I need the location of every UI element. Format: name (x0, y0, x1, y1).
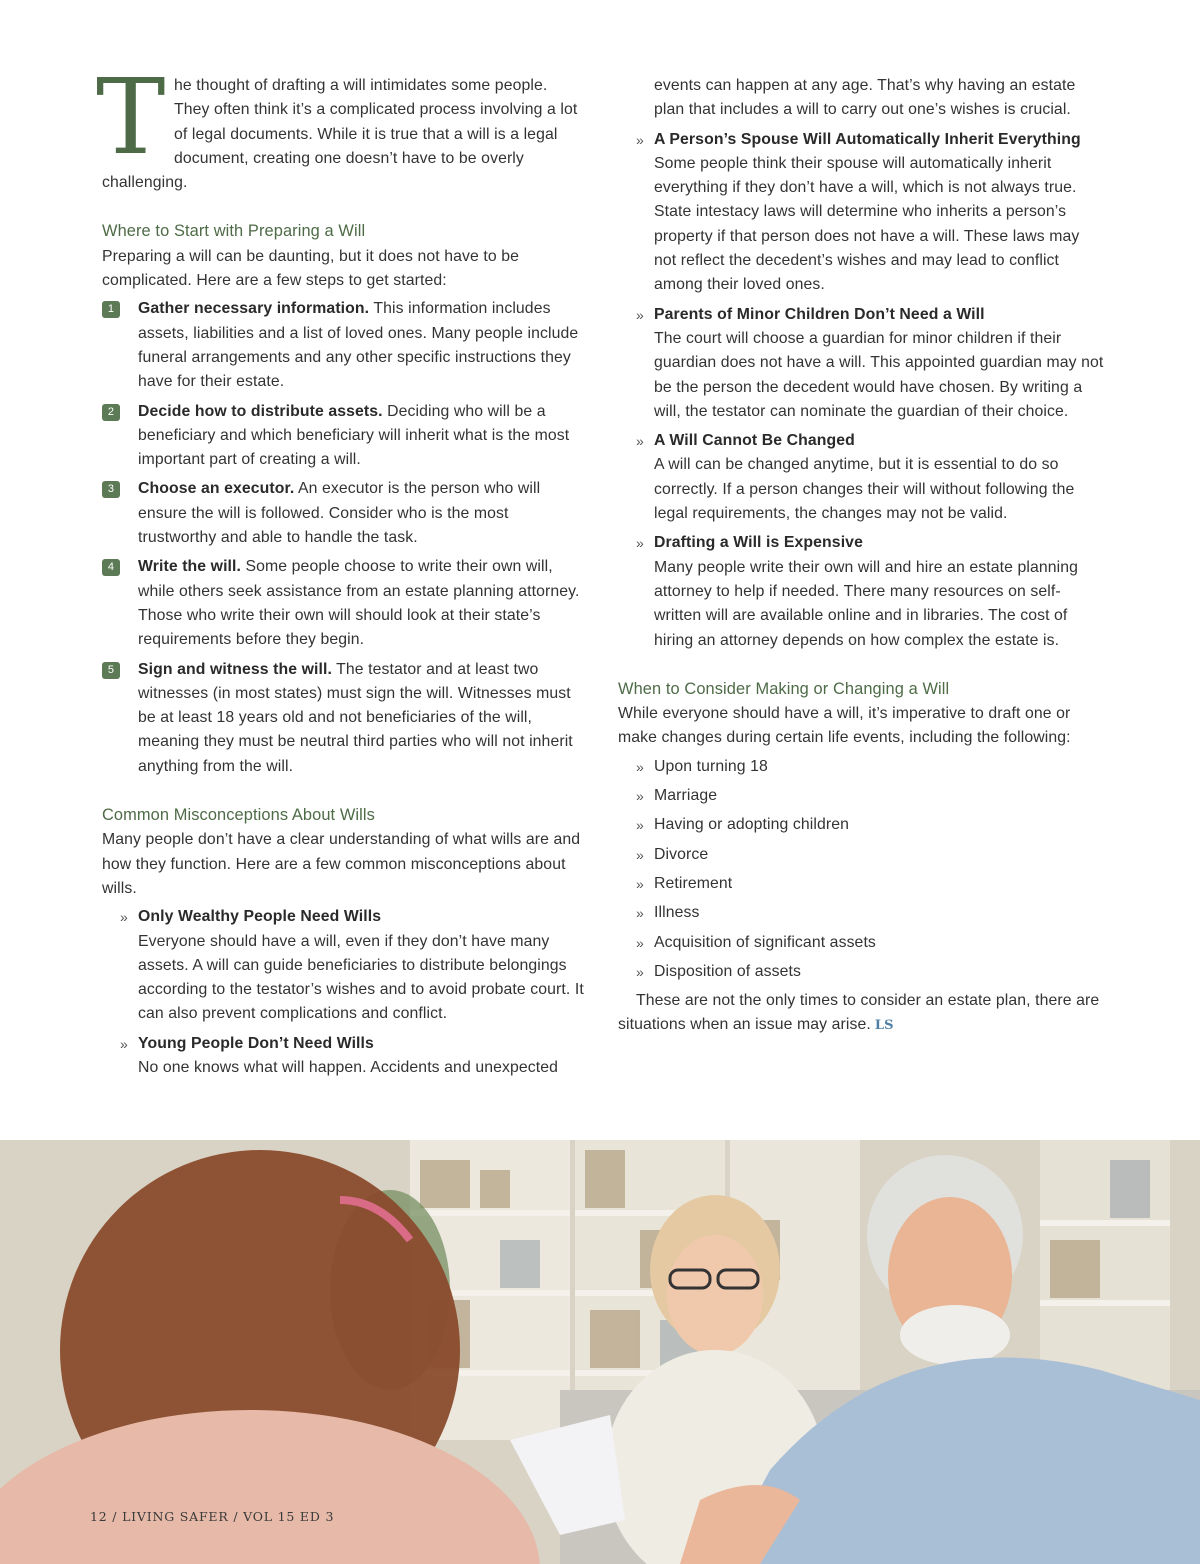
step-title: Choose an executor. (138, 480, 295, 498)
step-title: Gather necessary information. (138, 300, 370, 318)
misconceptions-list-left (102, 905, 586, 1080)
step-item (102, 555, 586, 652)
step-item (102, 658, 586, 779)
misconception-text: Everyone should have a will, even if they don’t have many assets. A will can guide beneficiaries to distribute belongings according to the testator’s wishes and to avoid probate court. It can also prevent complications and conflict. (138, 932, 584, 1023)
bullet-mark: » (636, 934, 644, 951)
misconception-title: Parents of Minor Children Don’t Need a Will (654, 305, 985, 323)
when-lead: While everyone should have a will, it’s imperative to draft one or make changes during certain life events, including the following: (618, 705, 1071, 747)
misconception-text: Many people write their own will and hire an estate planning attorney to help if needed. There many resources on self-written will are available online and in libraries. The cost of hiring an attorney depends on how complex the estate is. (654, 558, 1078, 649)
life-event-text: Marriage (654, 787, 718, 805)
bullet-mark: » (636, 758, 644, 775)
misconception-text: A will can be changed anytime, but it is essential to do so correctly. If a person changes their will without following the legal requirements, the changes may not be valid. (654, 456, 1075, 523)
life-event-text: Illness (654, 904, 700, 922)
photo-illustration (0, 1140, 1200, 1564)
step-text: This information includes assets, liabilities and a list of loved ones. Many people include funeral arrangements and any other specific instructions they have for their estate. (138, 300, 579, 391)
misconception-item (120, 905, 586, 1026)
closing-text: These are not the only times to consider an estate plan, there are situations when an issue may arise. (618, 992, 1100, 1034)
life-event-text: Acquisition of significant assets (654, 933, 876, 951)
step-number-badge: 5 (102, 662, 120, 679)
life-event-text: Divorce (654, 845, 709, 863)
misconception-text: Some people think their spouse will automatically inherit everything if they don’t have a will, which is not always true. State intestacy laws will determine who inherits a person’s property if that person does not have a will. These laws may not reflect the decedent’s wishes and may lead to conflict among their loved ones. (654, 154, 1080, 294)
life-event-item (636, 872, 1104, 896)
right-column (618, 74, 1104, 1039)
heading-when-to-consider: When to Consider Making or Changing a Will (618, 679, 950, 698)
step-text: The testator and at least two witnesses (in most states) must sign the will. Witnesses must be at least 18 years old and not beneficiaries of the will, meaning they must be neutral third parties who will not inherit anything from the will. (138, 660, 573, 775)
bullet-mark: » (120, 1035, 128, 1052)
bullet-mark: » (120, 909, 128, 926)
bullet-mark: » (636, 433, 644, 450)
step-item (102, 477, 586, 550)
step-text: An executor is the person who will ensure the will is followed. Consider who is the most trustworthy and able to handle the task. (138, 480, 541, 547)
bullet-mark: » (636, 817, 644, 834)
misconception-item (636, 303, 1104, 424)
closing-paragraph (618, 989, 1104, 1039)
step-number-badge: 3 (102, 481, 120, 498)
life-event-item (636, 813, 1104, 837)
bullet-mark: » (636, 963, 644, 980)
misconception-item (120, 1032, 586, 1081)
bullet-mark: » (636, 875, 644, 892)
intro-paragraph (96, 56, 586, 195)
misconception-text: No one knows what will happen. Accidents and unexpected (138, 1058, 558, 1076)
step-text: Deciding who will be a beneficiary and which beneficiary will inherit what is the most important part of creating a will. (138, 402, 570, 469)
step-title: Decide how to distribute assets. (138, 402, 383, 420)
bullet-mark: » (636, 905, 644, 922)
step-number-badge: 4 (102, 559, 120, 576)
life-event-text: Disposition of assets (654, 962, 801, 980)
step-item (102, 297, 586, 394)
life-event-item (636, 843, 1104, 867)
life-event-item (636, 960, 1104, 984)
misconception-title: Only Wealthy People Need Wills (138, 908, 382, 926)
step-number-badge: 1 (102, 301, 120, 318)
step-title: Sign and witness the will. (138, 660, 332, 678)
page-footer: 12 / LIVING SAFER / VOL 15 ED 3 (90, 1509, 335, 1524)
end-mark-logo: LS (874, 1018, 894, 1034)
misconception-text: The court will choose a guardian for minor children if their guardian does not have a will. This appointed guardian may not be the person the decedent would have chosen. By writing a will, the testator can nominate the guardian of their choice. (654, 329, 1104, 420)
life-events-list (618, 755, 1104, 984)
misconception-continued-text: events can happen at any age. That’s why having an estate plan that includes a will to carry out one’s wishes is crucial. (654, 77, 1076, 119)
steps-list (102, 297, 586, 779)
bullet-mark: » (636, 131, 644, 148)
heading-misconceptions: Common Misconceptions About Wills (102, 806, 375, 825)
step-item (102, 400, 586, 473)
bullet-mark: » (636, 535, 644, 552)
life-event-text: Retirement (654, 874, 733, 892)
life-event-item (636, 901, 1104, 925)
bullet-mark: » (636, 846, 644, 863)
life-event-item (636, 784, 1104, 808)
misconception-item (636, 429, 1104, 526)
misconception-title: Young People Don’t Need Wills (138, 1034, 374, 1052)
misconception-title: A Person’s Spouse Will Automatically Inherit Everything (654, 130, 1081, 148)
where-to-start-lead: Preparing a will can be daunting, but it does not have to be complicated. Here are a few steps to get started: (102, 247, 519, 290)
left-column (96, 56, 586, 1085)
misconception-title: Drafting a Will is Expensive (654, 534, 863, 552)
bullet-mark: » (636, 788, 644, 805)
drop-cap: T (96, 56, 166, 178)
life-event-item (636, 755, 1104, 779)
misconceptions-list-right (618, 128, 1104, 653)
bullet-mark: » (636, 306, 644, 323)
photo-couple-meeting-advisor (0, 1140, 1200, 1564)
life-event-text: Having or adopting children (654, 816, 850, 834)
misconception-item (636, 128, 1104, 298)
step-text: Some people choose to write their own will, while others seek assistance from an estate planning attorney. Those who write their own will should look at their state’s requirements before they begin. (138, 558, 580, 649)
misconceptions-lead: Many people don’t have a clear understanding of what wills are and how they function. Here are a few common misconceptions about wills. (102, 831, 581, 897)
step-number-badge: 2 (102, 404, 120, 421)
misconception-item (636, 531, 1104, 652)
heading-where-to-start: Where to Start with Preparing a Will (102, 222, 366, 241)
intro-text: he thought of drafting a will intimidates some people. They often think it’s a complicated process involving a lot of legal documents. While it is true that a will is a legal document, creating one doesn’t have to be overly challenging. (102, 77, 578, 192)
misconception-title: A Will Cannot Be Changed (654, 432, 855, 450)
step-title: Write the will. (138, 558, 242, 576)
life-event-item (636, 931, 1104, 955)
life-event-text: Upon turning 18 (654, 757, 768, 775)
